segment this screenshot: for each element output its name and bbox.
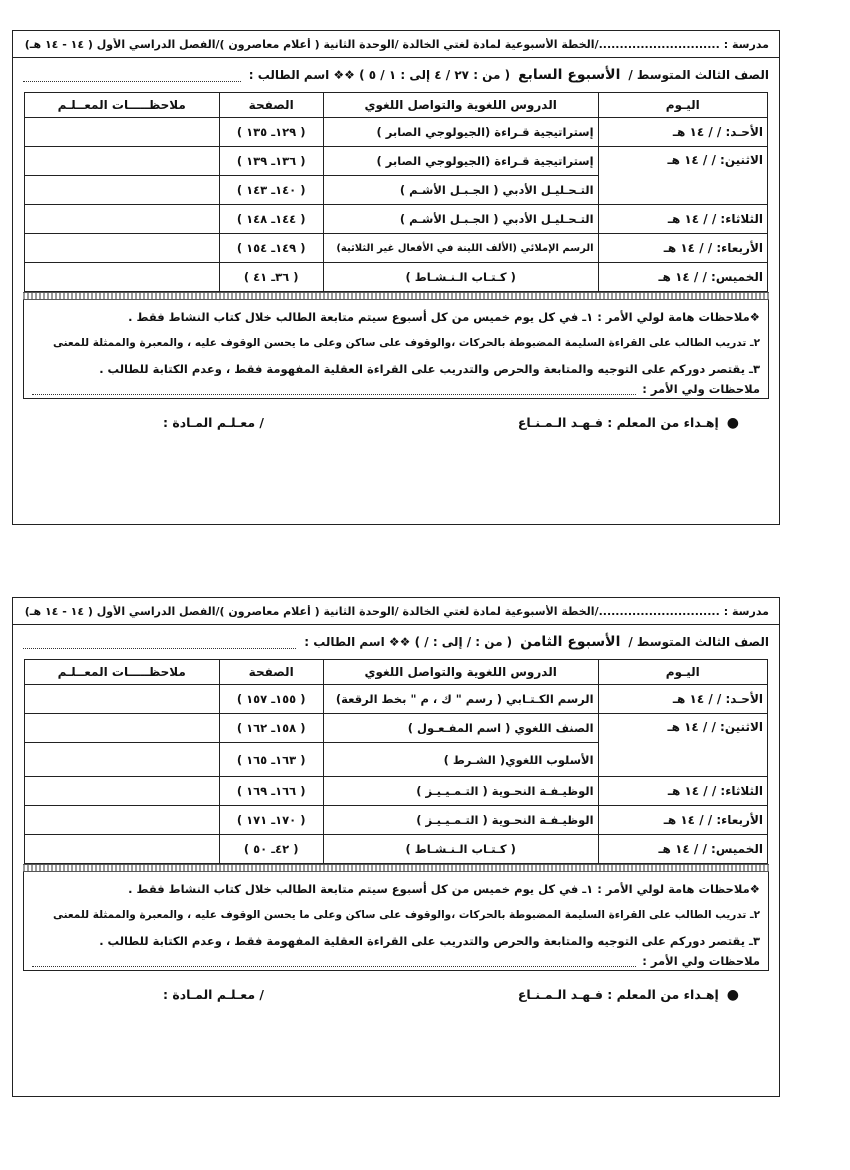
subject-teacher: / معـلـم المـادة :	[163, 987, 264, 1002]
lesson-cell: الرسم الإملائي (الألف اللينة في الأفعال غير الثلاثية)	[323, 234, 598, 263]
bullet-icon: ●	[726, 987, 739, 1003]
important-note-3: ٣ـ يقتصر دوركم على التوجيه والمتابعة والحرص والتدريب على القراءة العقلية المفهومة فقط ، وعدم الكتابة للطالب .	[99, 934, 760, 948]
plan-footer	[13, 399, 779, 431]
table-row	[25, 205, 768, 234]
parent-notes-box	[23, 872, 769, 971]
notes-cell[interactable]	[25, 835, 220, 864]
page-cell: ( ١٣٦ـ ١٣٩ )	[219, 147, 323, 176]
table-row	[25, 777, 768, 806]
day-cell: الثلاثاء: / / ١٤ هـ	[598, 777, 767, 806]
week-info-row	[13, 58, 779, 92]
table-row	[25, 835, 768, 864]
subject-teacher: / معـلـم المـادة :	[163, 415, 264, 430]
dedication	[518, 415, 739, 431]
page-cell: ( ١٦٦ـ ١٦٩ )	[219, 777, 323, 806]
table-row	[25, 685, 768, 714]
col-header-teacher-notes: ملاحظـــــات المعــلـم	[25, 660, 220, 685]
day-cell: الاثنين: / / ١٤ هـ	[598, 714, 767, 777]
col-header-day: اليـوم	[598, 93, 767, 118]
day-cell: الخميس: / / ١٤ هـ	[598, 263, 767, 292]
plan-header	[13, 31, 779, 58]
col-header-lessons: الدروس اللغوية والتواصل اللغوي	[323, 93, 598, 118]
lesson-cell: الصنف اللغوي ( اسم المفـعـول )	[323, 714, 598, 743]
page-cell: ( ١٥٥ـ ١٥٧ )	[219, 685, 323, 714]
parent-notes-row	[32, 382, 760, 396]
important-note-1: ❖ملاحظات هامة لولي الأمر : ١ـ في كل يوم خميس من كل أسبوع سيتم متابعة الطالب خلال كتاب النشاط فقط .	[128, 310, 760, 324]
page-cell: ( ٤٢ـ ٥٠ )	[219, 835, 323, 864]
notes-cell[interactable]	[25, 205, 220, 234]
week-info-row	[13, 625, 779, 659]
parent-notes-label: ملاحظات ولي الأمر :	[642, 382, 760, 396]
bullet-icon: ●	[726, 415, 739, 431]
week-range: ( من : ٢٧ / ٤ إلى : ١ / ٥ ) ❖❖ اسم الطالب :	[248, 68, 511, 82]
page-cell: ( ١٤٩ـ ١٥٤ )	[219, 234, 323, 263]
lesson-cell: التـحـليـل الأدبي ( الجـبـل الأشـم )	[323, 205, 598, 234]
day-cell: الأحـد: / / ١٤ هـ	[598, 685, 767, 714]
page-cell: ( ٣٦ـ ٤١ )	[219, 263, 323, 292]
notes-cell[interactable]	[25, 777, 220, 806]
dedication-text: إهـداء من المعلم : فـهـد الـمـنـاع	[517, 987, 719, 1002]
lesson-cell: التـحـليـل الأدبي ( الجـبـل الأشـم )	[323, 176, 598, 205]
parent-notes-field[interactable]	[32, 384, 636, 395]
col-header-day: اليـوم	[598, 660, 767, 685]
col-header-lessons: الدروس اللغوية والتواصل اللغوي	[323, 660, 598, 685]
table-row	[25, 714, 768, 743]
table-row	[25, 118, 768, 147]
plan-footer	[13, 971, 779, 1003]
important-note-3: ٣ـ يقتصر دوركم على التوجيه والمتابعة والحرص والتدريب على القراءة العقلية المفهومة فقط ، وعدم الكتابة للطالب .	[99, 362, 760, 376]
page-cell: ( ١٦٣ـ ١٦٥ )	[219, 743, 323, 777]
lesson-cell: ( كـتـاب الـنـشـاط )	[323, 263, 598, 292]
day-cell: الاثنين: / / ١٤ هـ	[598, 147, 767, 205]
day-cell: الأربعاء: / / ١٤ هـ	[598, 234, 767, 263]
day-cell: الثلاثاء: / / ١٤ هـ	[598, 205, 767, 234]
page-cell: ( ١٢٩ـ ١٣٥ )	[219, 118, 323, 147]
schedule-table	[24, 659, 768, 864]
grade-label: الصف الثالث المتوسط /	[628, 68, 769, 82]
notes-cell[interactable]	[25, 743, 220, 777]
important-note-2: ٢ـ تدريب الطالب على القراءة السليمة المضبوطة بالحركات ،والوقوف على ساكن وعلى ما يحسن الوقوف عليه ، والمعبرة والممثلة للمعنى	[52, 337, 760, 349]
parent-notes-row	[32, 954, 760, 968]
divider	[23, 292, 769, 300]
grade-label: الصف الثالث المتوسط /	[628, 635, 769, 649]
table-row	[25, 263, 768, 292]
week-label: الأسبوع الثامن	[520, 634, 621, 650]
school-label: مدرسة :	[723, 37, 769, 51]
week-label: الأسبوع السابع	[518, 67, 621, 83]
notes-cell[interactable]	[25, 234, 220, 263]
notes-cell[interactable]	[25, 176, 220, 205]
weekly-plan-week-7	[12, 30, 780, 525]
notes-cell[interactable]	[25, 263, 220, 292]
divider	[23, 864, 769, 872]
important-note-1: ❖ملاحظات هامة لولي الأمر : ١ـ في كل يوم خميس من كل أسبوع سيتم متابعة الطالب خلال كتاب النشاط فقط .	[128, 882, 760, 896]
col-header-page: الصفحة	[219, 93, 323, 118]
notes-cell[interactable]	[25, 714, 220, 743]
student-name-field[interactable]	[23, 69, 241, 82]
school-label: مدرسة :	[723, 604, 769, 618]
col-header-teacher-notes: ملاحظـــــات المعــلـم	[25, 93, 220, 118]
day-cell: الأحـد: / / ١٤ هـ	[598, 118, 767, 147]
col-header-page: الصفحة	[219, 660, 323, 685]
notes-cell[interactable]	[25, 806, 220, 835]
page-cell: ( ١٤٤ـ ١٤٨ )	[219, 205, 323, 234]
page-cell: ( ١٥٨ـ ١٦٢ )	[219, 714, 323, 743]
page-cell: ( ١٧٠ـ ١٧١ )	[219, 806, 323, 835]
dedication	[518, 987, 739, 1003]
lesson-cell: الوظيـفـة النحـوية ( التـمـيـيـز )	[323, 777, 598, 806]
parent-notes-field[interactable]	[32, 956, 636, 967]
lesson-cell: إستراتيجية قـراءة (الجيولوجي الصابر )	[323, 147, 598, 176]
day-cell: الخميس: / / ١٤ هـ	[598, 835, 767, 864]
notes-cell[interactable]	[25, 685, 220, 714]
table-row	[25, 806, 768, 835]
lesson-cell: ( كـتـاب الـنـشـاط )	[323, 835, 598, 864]
plan-title: ............................./الخطة الأسبوعية لمادة لغتي الخالدة /الوحدة الثانية ( أعلام معاصرون )/الفصل الدراسي الأول ( ١٤ - ١٤ هـ)	[24, 604, 720, 618]
weekly-plan-week-8	[12, 597, 780, 1097]
page-cell: ( ١٤٠ـ ١٤٣ )	[219, 176, 323, 205]
lesson-cell: الوظيـفـة النحـوية ( التـمـيـيـز )	[323, 806, 598, 835]
parent-notes-label: ملاحظات ولي الأمر :	[642, 954, 760, 968]
notes-cell[interactable]	[25, 147, 220, 176]
student-name-field[interactable]	[23, 636, 296, 649]
week-range: ( من : / إلى : / ) ❖❖ اسم الطالب :	[304, 635, 513, 649]
plan-header	[13, 598, 779, 625]
table-header-row	[25, 660, 768, 685]
lesson-cell: الأسلوب اللغوي( الشـرط )	[323, 743, 598, 777]
parent-notes-box	[23, 300, 769, 399]
lesson-cell: إستراتيجية قـراءة (الجيولوجي الصابر )	[323, 118, 598, 147]
dedication-text: إهـداء من المعلم : فـهـد الـمـنـاع	[517, 415, 719, 430]
notes-cell[interactable]	[25, 118, 220, 147]
schedule-table	[24, 92, 768, 292]
day-cell: الأربعاء: / / ١٤ هـ	[598, 806, 767, 835]
lesson-cell: الرسم الكـتـابي ( رسم " ك ، م " بخط الرقعة)	[323, 685, 598, 714]
plan-title: ............................./الخطة الأسبوعية لمادة لغتي الخالدة /الوحدة الثانية ( أعلام معاصرون )/الفصل الدراسي الأول ( ١٤ - ١٤ هـ)	[24, 37, 720, 51]
table-header-row	[25, 93, 768, 118]
important-note-2: ٢ـ تدريب الطالب على القراءة السليمة المضبوطة بالحركات ،والوقوف على ساكن وعلى ما يحسن الوقوف عليه ، والمعبرة والممثلة للمعنى	[52, 909, 760, 921]
table-row	[25, 147, 768, 176]
table-row	[25, 234, 768, 263]
